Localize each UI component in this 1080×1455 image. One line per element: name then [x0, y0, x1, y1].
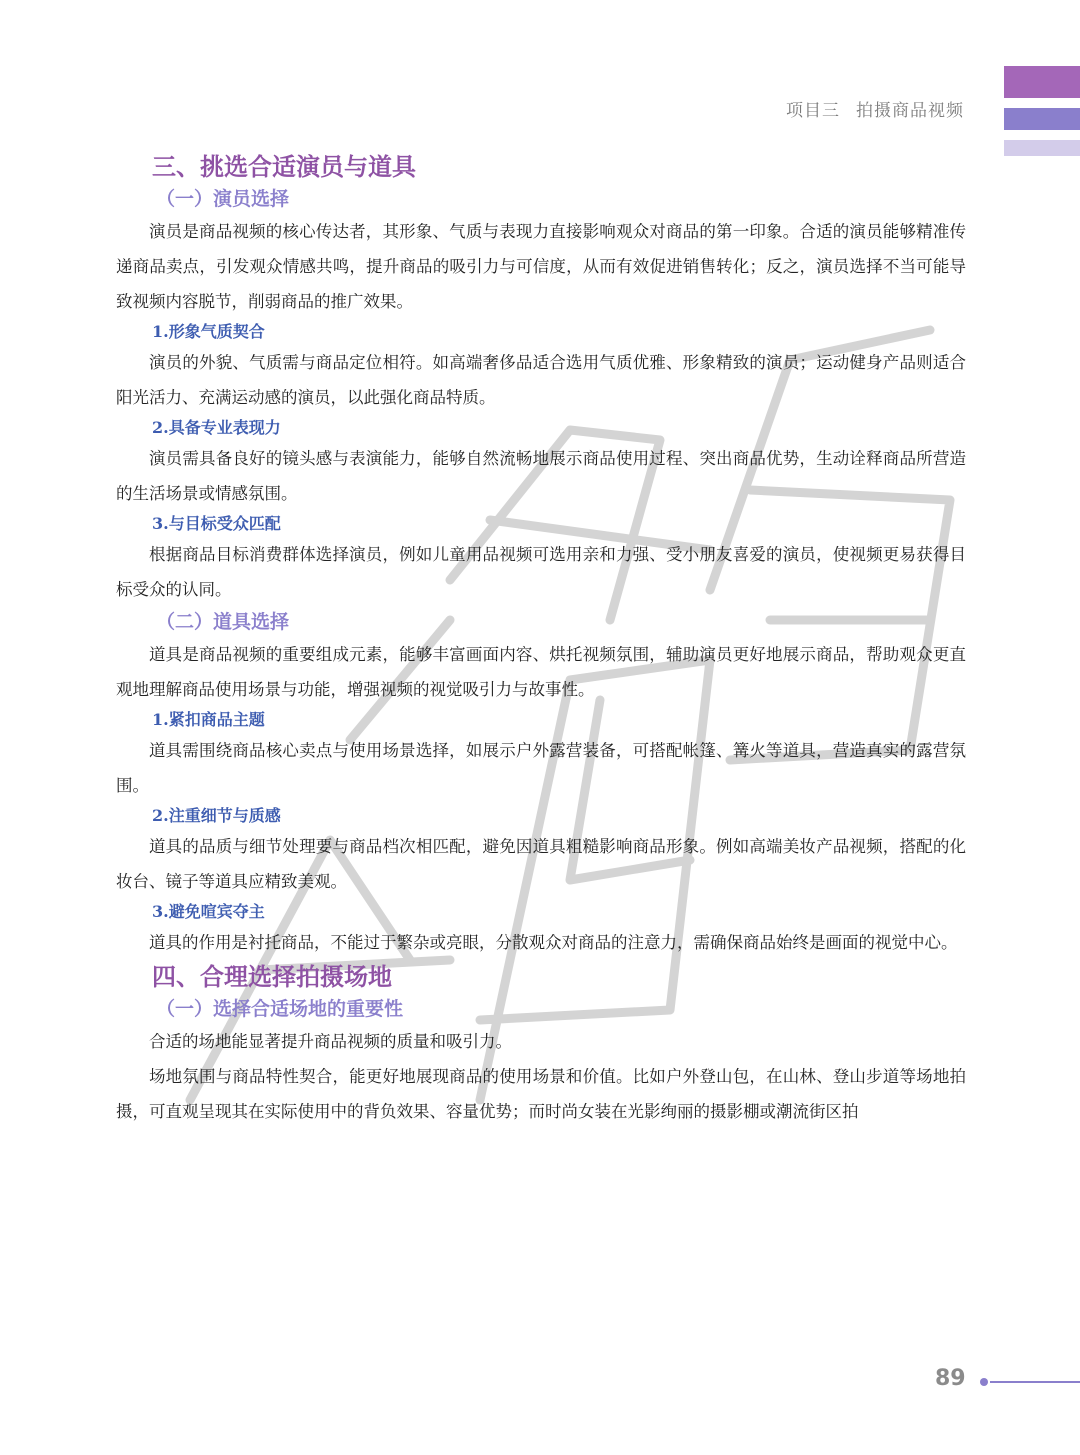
page-number: 89 — [935, 1366, 966, 1391]
page-content — [116, 150, 966, 1129]
item-heading: 2.具备专业表现力 — [152, 418, 281, 437]
section-heading: 三、挑选合适演员与道具 — [152, 153, 416, 181]
header-accent-bar-3 — [1004, 140, 1080, 156]
item-heading: 1.紧扣商品主题 — [152, 710, 265, 729]
running-header-project: 项目三 — [786, 101, 840, 121]
paragraph: 道具的作用是衬托商品，不能过于繁杂或亮眼，分散观众对商品的注意力，需确保商品始终是画面的视觉中心。 — [149, 933, 958, 952]
paragraph: 演员是商品视频的核心传达者，其形象、气质与表现力直接影响观众对商品的第一印象。合适的演员能够精准传递商品卖点，引发观众情感共鸣，提升商品的吸引力与可信度，从而有效促进销售转化；反之，演员选择不当可能导致视频内容脱节，削弱商品的推广效果。 — [116, 222, 966, 311]
header-accent-bar-2 — [1004, 108, 1080, 130]
paragraph: 根据商品目标消费群体选择演员，例如儿童用品视频可选用亲和力强、受小朋友喜爱的演员，使视频更易获得目标受众的认同。 — [116, 545, 966, 599]
page-number-dot — [980, 1378, 988, 1386]
paragraph: 场地氛围与商品特性契合，能更好地展现商品的使用场景和价值。比如户外登山包，在山林、登山步道等场地拍摄，可直观呈现其在实际使用中的背负效果、容量优势；而时尚女装在光影绚丽的摄影棚或潮流街区拍 — [116, 1067, 966, 1121]
subsection-heading: （一）演员选择 — [156, 188, 290, 210]
section-heading: 四、合理选择拍摄场地 — [152, 963, 392, 991]
paragraph: 演员的外貌、气质需与商品定位相符。如高端奢侈品适合选用气质优雅、形象精致的演员；运动健身产品则适合阳光活力、充满运动感的演员，以此强化商品特质。 — [116, 353, 966, 407]
running-header-title: 拍摄商品视频 — [856, 101, 964, 121]
paragraph: 道具是商品视频的重要组成元素，能够丰富画面内容、烘托视频氛围，辅助演员更好地展示商品，帮助观众更直观地理解商品使用场景与功能，增强视频的视觉吸引力与故事性。 — [116, 645, 966, 699]
paragraph: 合适的场地能显著提升商品视频的质量和吸引力。 — [149, 1032, 512, 1051]
item-heading: 3.与目标受众匹配 — [152, 514, 281, 533]
paragraph: 道具需围绕商品核心卖点与使用场景选择，如展示户外露营装备，可搭配帐篷、篝火等道具，营造真实的露营氛围。 — [116, 741, 966, 795]
item-heading: 2.注重细节与质感 — [152, 806, 281, 825]
header-accent-bar-1 — [1004, 66, 1080, 98]
paragraph: 道具的品质与细节处理要与商品档次相匹配，避免因道具粗糙影响商品形象。例如高端美妆产品视频，搭配的化妆台、镜子等道具应精致美观。 — [116, 837, 966, 891]
paragraph: 演员需具备良好的镜头感与表演能力，能够自然流畅地展示商品使用过程、突出商品优势，生动诠释商品所营造的生活场景或情感氛围。 — [116, 449, 966, 503]
running-header — [786, 96, 964, 121]
item-heading: 1.形象气质契合 — [152, 322, 265, 341]
item-heading: 3.避免喧宾夺主 — [152, 902, 265, 921]
subsection-heading: （一）选择合适场地的重要性 — [156, 998, 404, 1020]
page-number-rule — [990, 1381, 1080, 1383]
subsection-heading: （二）道具选择 — [156, 611, 290, 633]
